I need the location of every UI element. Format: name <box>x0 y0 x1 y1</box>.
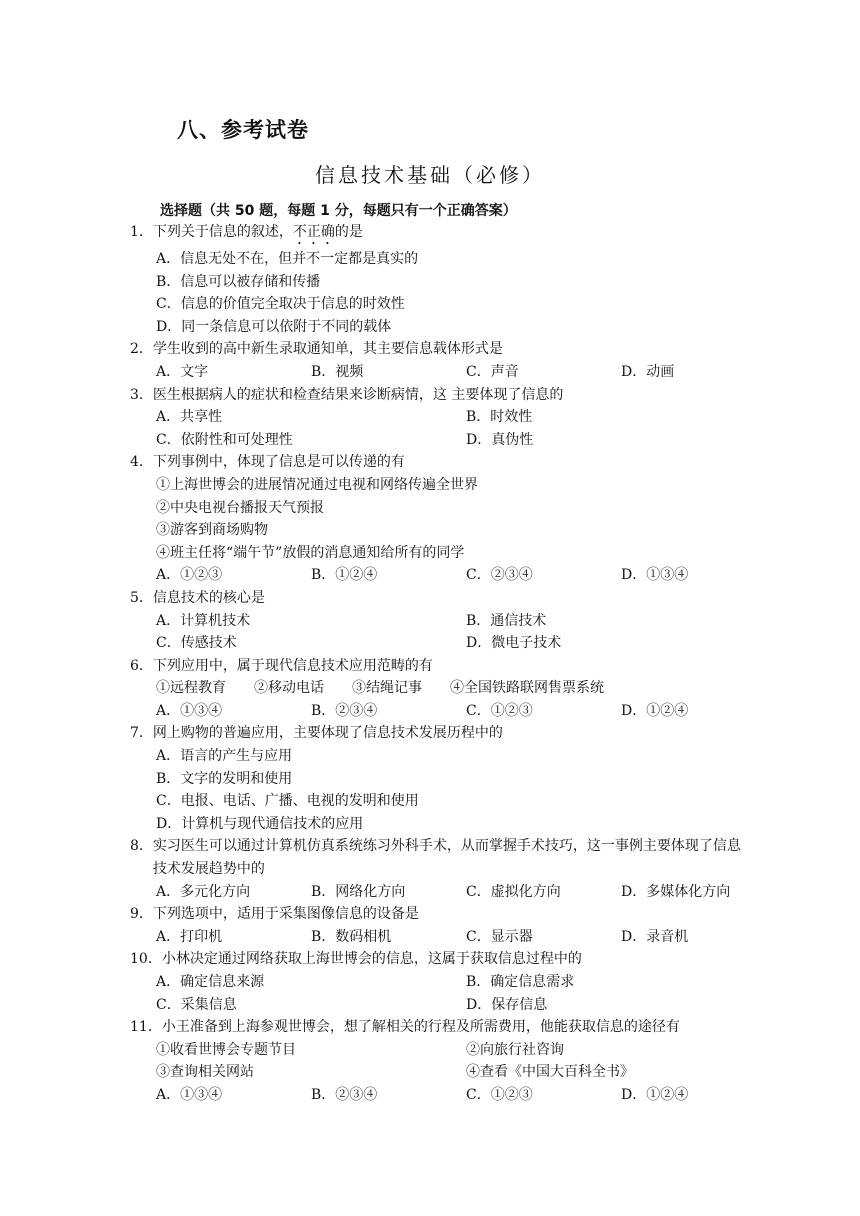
question-stem <box>130 451 750 474</box>
question-stem <box>130 1016 750 1039</box>
question <box>130 722 750 835</box>
question-text: 下列应用中，属于现代信息技术应用范畴的有 <box>152 657 433 674</box>
question-number: 9． <box>130 906 153 923</box>
question-number: 8． <box>130 838 153 855</box>
question <box>130 655 750 723</box>
statement-item: ①上海世博会的进展情况通过电视和网络传遍全世界 <box>156 476 478 493</box>
answer-option[interactable]: D．计算机与现代通信技术的应用 <box>156 815 364 832</box>
answer-option[interactable]: C．电报、电话、广播、电视的发明和使用 <box>156 793 419 810</box>
answer-option[interactable]: C．采集信息 <box>156 996 237 1013</box>
question-stem <box>130 655 750 678</box>
answer-options <box>130 248 750 338</box>
document-title: 信息技术基础（必修） <box>315 163 545 187</box>
answer-option[interactable]: A．确定信息来源 <box>156 974 265 990</box>
question <box>130 451 750 587</box>
answer-option[interactable]: D．微电子技术 <box>466 635 562 652</box>
stem-text: 的是 <box>334 224 363 240</box>
statement-item: ③游客到商场购物 <box>156 522 268 539</box>
question-stem <box>130 587 750 610</box>
answer-option[interactable]: A．①③④ <box>156 702 223 719</box>
question-number: 7． <box>130 725 153 742</box>
answer-options <box>130 971 750 1016</box>
question-number: 2． <box>130 341 153 358</box>
answer-option[interactable]: C．传感技术 <box>156 635 237 652</box>
stem-emphasis: 不正确 <box>292 224 335 240</box>
question-stem <box>130 722 750 745</box>
section-heading: 八、参考试卷 <box>177 118 309 142</box>
question <box>130 835 750 903</box>
answer-option[interactable]: C．信息的价值完全取决于信息的时效性 <box>156 296 405 313</box>
statement-item: ①远程教育 <box>156 680 226 697</box>
answer-option[interactable]: D．同一条信息可以依附于不同的载体 <box>156 318 392 335</box>
question <box>130 338 750 383</box>
question-list <box>130 221 750 1107</box>
question-text: 小王准备到上海参观世博会，想了解相关的行程及所需费用，他能获取信息的途径有 <box>161 1019 680 1036</box>
answer-option[interactable]: A．①②③ <box>156 567 223 584</box>
statement-item: ④全国铁路联网售票系统 <box>450 680 604 697</box>
answer-option[interactable]: C．②③④ <box>466 567 533 584</box>
answer-option[interactable]: B．②③④ <box>311 1086 378 1103</box>
answer-option[interactable]: A．信息无处不在，但并不一定都是真实的 <box>156 251 419 267</box>
statement-item: ④班主任将“端午节”放假的消息通知给所有的同学 <box>156 544 465 561</box>
answer-option[interactable]: D．①③④ <box>621 567 689 584</box>
question-number: 6． <box>130 657 153 674</box>
question-stem <box>130 903 750 926</box>
answer-option[interactable]: A．①③④ <box>156 1086 223 1103</box>
statement-item: ②中央电视台播报天气预报 <box>156 499 324 516</box>
answer-options <box>130 881 750 904</box>
statement-item: ②移动电话 <box>254 680 324 697</box>
answer-options <box>130 745 750 835</box>
question <box>130 587 750 655</box>
statement-item: ①收看世博会专题节目 <box>156 1041 296 1058</box>
answer-option[interactable]: C．①②③ <box>466 702 533 719</box>
question <box>130 384 750 452</box>
question-number: 10． <box>130 951 162 968</box>
question-stem <box>130 835 750 880</box>
answer-option[interactable]: C．①②③ <box>466 1086 533 1103</box>
question-number: 4． <box>130 454 153 471</box>
question-stem <box>130 338 750 361</box>
answer-option[interactable]: C．依附性和可处理性 <box>156 431 293 448</box>
answer-options <box>130 361 750 384</box>
answer-option[interactable]: B．数码相机 <box>311 928 392 945</box>
question-text: 实习医生可以通过计算机仿真系统练习外科手术，从而掌握手术技巧，这一事例主要体现了信息技术发展趋势中的 <box>152 838 741 878</box>
question-stem <box>130 221 750 248</box>
statement-list <box>130 677 750 700</box>
stem-text: 下列关于信息的叙述， <box>152 224 293 240</box>
answer-option[interactable]: C．声音 <box>466 363 519 380</box>
question-number: 1． <box>130 224 153 240</box>
answer-options <box>130 406 750 451</box>
answer-option[interactable]: B．文字的发明和使用 <box>156 770 293 787</box>
answer-options <box>130 564 750 587</box>
question-text: 下列事例中，体现了信息是可以传递的有 <box>152 454 405 471</box>
question-text: 小林决定通过网络获取上海世博会的信息，这属于获取信息过程中的 <box>161 951 582 968</box>
answer-option[interactable]: B．时效性 <box>466 409 533 426</box>
statement-list <box>130 1039 750 1084</box>
answer-options <box>130 610 750 655</box>
answer-option[interactable]: D．录音机 <box>621 928 689 945</box>
answer-option[interactable]: A．共享性 <box>156 409 223 426</box>
question-text: 下列选项中，适用于采集图像信息的设备是 <box>152 906 419 923</box>
question-text <box>153 221 750 248</box>
question-number: 5． <box>130 589 153 606</box>
answer-option[interactable]: A．语言的产生与应用 <box>156 748 293 765</box>
answer-option[interactable]: C．虚拟化方向 <box>466 883 561 900</box>
question-stem <box>130 948 750 971</box>
statement-list <box>130 474 750 564</box>
answer-option[interactable]: B．网络化方向 <box>311 883 406 900</box>
answer-option[interactable]: D．①②④ <box>621 702 689 719</box>
question-text: 学生收到的高中新生录取通知单，其主要信息载体形式是 <box>152 341 503 358</box>
answer-option[interactable]: D．①②④ <box>621 1086 689 1103</box>
answer-options <box>130 700 750 723</box>
question-text: 医生根据病人的症状和检查结果来诊断病情，这 主要体现了信息的 <box>152 386 564 403</box>
question-text: 信息技术的核心是 <box>152 589 265 606</box>
answer-option[interactable]: C．显示器 <box>466 928 533 945</box>
question <box>130 221 750 338</box>
answer-option[interactable]: B．①②④ <box>311 567 378 584</box>
answer-option[interactable]: D．真伪性 <box>466 431 534 448</box>
answer-option[interactable]: B．视频 <box>311 363 364 380</box>
answer-option[interactable]: D．动画 <box>621 363 675 380</box>
answer-option[interactable]: D．保存信息 <box>466 996 548 1013</box>
question-number: 11． <box>130 1019 162 1036</box>
answer-options <box>130 1084 750 1107</box>
answer-option[interactable]: B．信息可以被存储和传播 <box>156 273 321 290</box>
statement-item: ③结绳记事 <box>352 680 422 697</box>
answer-option[interactable]: B．②③④ <box>311 702 378 719</box>
answer-option[interactable]: B．通信技术 <box>466 612 547 629</box>
answer-option[interactable]: A．打印机 <box>156 928 223 945</box>
question <box>130 903 750 948</box>
question <box>130 1016 750 1106</box>
answer-option[interactable]: A．计算机技术 <box>156 612 251 629</box>
statement-item: ②向旅行社咨询 <box>466 1041 564 1058</box>
question-text: 网上购物的普遍应用，主要体现了信息技术发展历程中的 <box>152 725 503 742</box>
instructions: 选择题（共 50 题，每题 1 分，每题只有一个正确答案） <box>160 203 517 219</box>
statement-item: ④查看《中国大百科全书》 <box>466 1064 634 1081</box>
question <box>130 948 750 1016</box>
answer-option[interactable]: A．文字 <box>156 363 209 380</box>
answer-option[interactable]: D．多媒体化方向 <box>621 883 731 900</box>
answer-option[interactable]: A．多元化方向 <box>156 883 251 900</box>
answer-options <box>130 926 750 949</box>
answer-option[interactable]: B．确定信息需求 <box>466 974 575 990</box>
question-number: 3． <box>130 386 153 403</box>
statement-item: ③查询相关网站 <box>156 1064 254 1081</box>
question-stem <box>130 384 750 407</box>
